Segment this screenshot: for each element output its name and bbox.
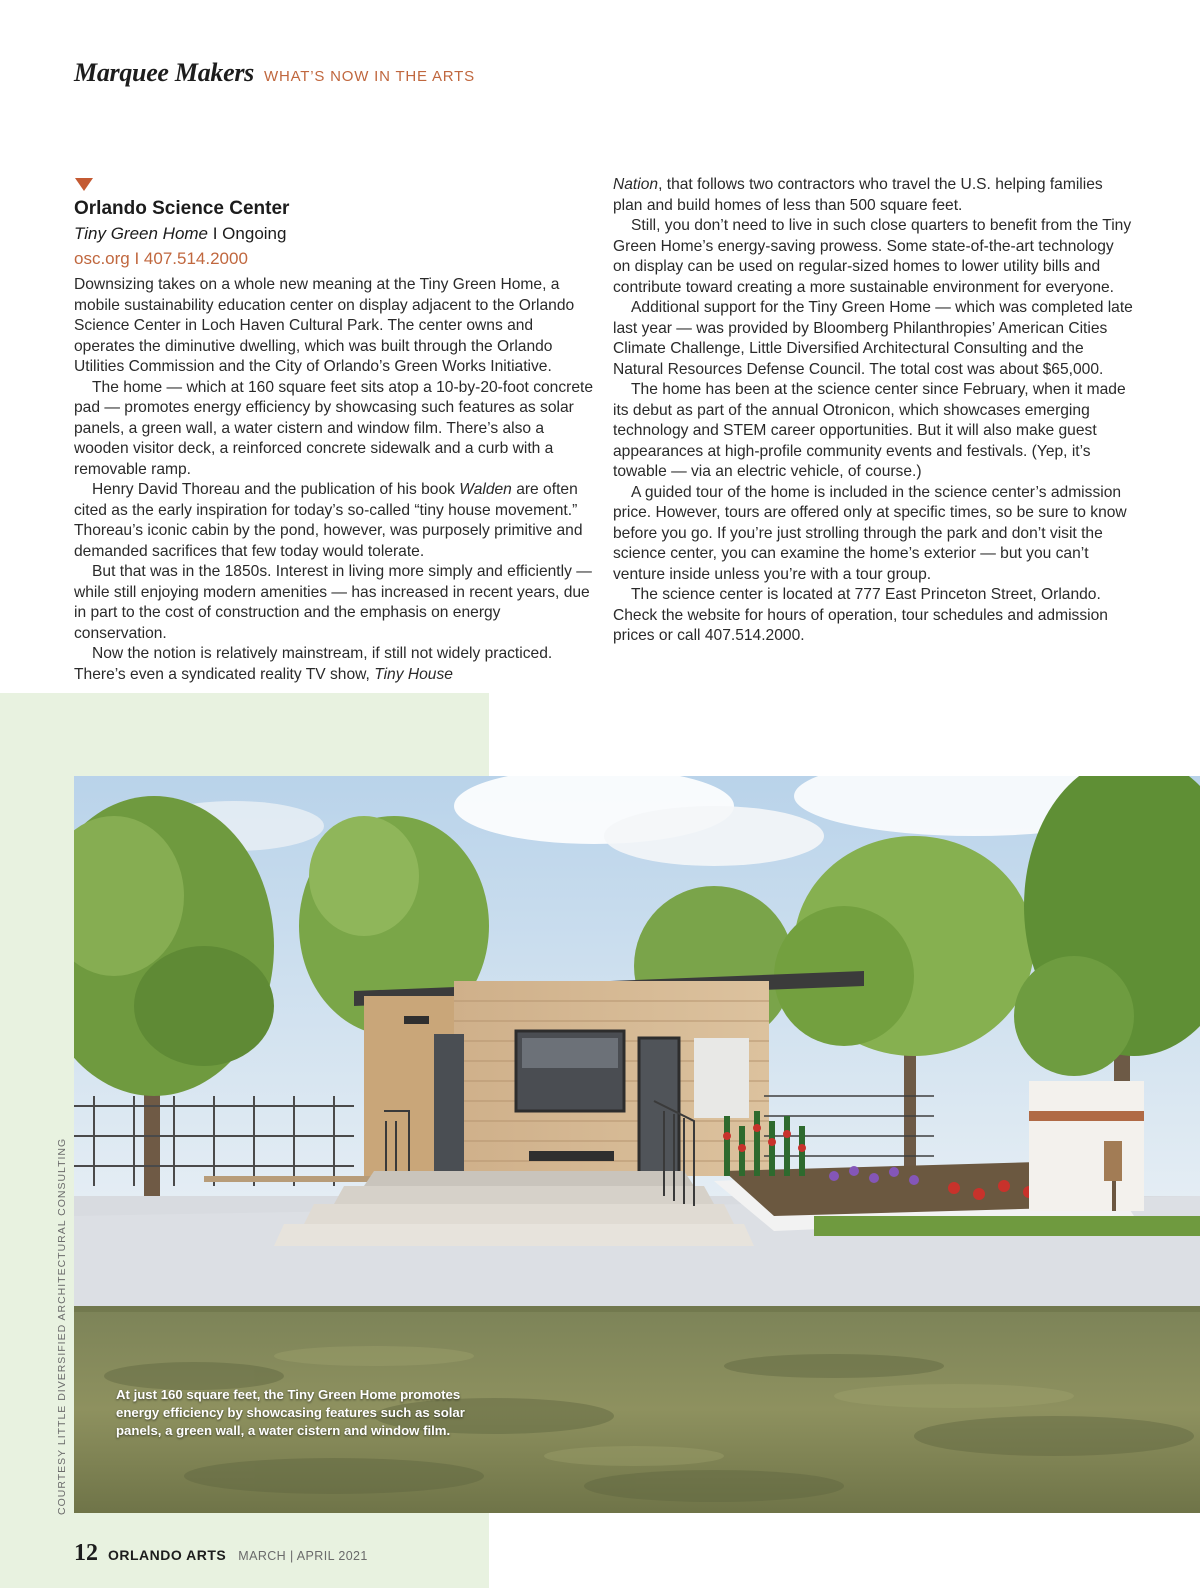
paragraph-6: Nation, that follows two contractors who travel the U.S. helping families plan and build homes of less than 500 square feet. (613, 176, 1103, 214)
article-column-right (613, 175, 1133, 647)
paragraph-11: The science center is located at 777 East Princeton Street, Orlando. Check the website for hours of operation, tour schedules and admission prices or call 407.514.2000. (613, 586, 1108, 644)
paragraph-10: A guided tour of the home is included in the science center’s admission price. However, tours are offered only at specific times, so be sure to know before you go. If you’re just strolling through the park and don’t visit the science center, you can examine the home’s exterior — but you can’t venture inside unless you’re with a tour group. (613, 483, 1127, 583)
paragraph-4: But that was in the 1850s. Interest in living more simply and efficiently — while still enjoying modern amenities — has increased in recent years, due in part to the cost of construction and the emphasis on energy conservation. (74, 563, 592, 642)
venue-name: Orlando Science Center (74, 198, 290, 219)
magazine-name: ORLANDO ARTS (108, 1547, 227, 1563)
contact-info: osc.org I 407.514.2000 (74, 249, 248, 268)
section-label: WHAT’S NOW IN THE ARTS (263, 68, 475, 85)
page-footer (74, 1540, 368, 1567)
page-number: 12 (74, 1540, 98, 1566)
triangle-marker-icon (75, 178, 93, 191)
photo-caption: At just 160 square feet, the Tiny Green Home promotes energy efficiency by showcasing features such as solar panels, a green wall, a water cistern and window film. (116, 1387, 465, 1438)
photo-credit: COURTESY LITTLE DIVERSIFIED ARCHITECTURAL CONSULTING (56, 1137, 68, 1515)
paragraph-2: The home — which at 160 square feet sits atop a 10-by-20-foot concrete pad — promotes energy efficiency by showcasing such features as solar panels, a green wall, a water cistern and window film. There’s also a wooden visitor deck, a reinforced concrete sidewalk and a curb with a removable ramp. (74, 378, 594, 478)
show-title: Tiny Green Home (74, 224, 209, 243)
page-header (74, 58, 475, 88)
tv-show-title-part1: Tiny House (374, 665, 453, 683)
book-title: Walden (459, 481, 512, 498)
tiny-green-home-rendering (74, 776, 1200, 1513)
paragraph-8: Additional support for the Tiny Green Home — which was completed late last year — was provided by Bloomberg Philanthropies’ American Cities Climate Challenge, Little Diversified Architectural Consulting and the Natural Resources Defense Council. The total cost was about $65,000. (613, 299, 1133, 378)
tv-show-title-part2: Nation (613, 176, 659, 193)
article-column-left (74, 196, 594, 685)
paragraph-5: Now the notion is relatively mainstream, if still not widely practiced. There’s even a syndicated reality TV show, Tiny House (74, 645, 553, 683)
paragraph-3: Henry David Thoreau and the publication of his book Walden are often cited as the early inspiration for today’s so-called “tiny house movement.” Thoreau’s iconic cabin by the pond, however, was purposely primitive and demanded sacrifices that few today would tolerate. (74, 481, 583, 560)
column-brand: Marquee Makers (74, 58, 254, 87)
issue-date: MARCH | APRIL 2021 (238, 1549, 368, 1563)
show-run: I Ongoing (208, 224, 287, 243)
paragraph-1: Downsizing takes on a whole new meaning at the Tiny Green Home, a mobile sustainability education center on display adjacent to the Orlando Science Center in Loch Haven Cultural Park. The center owns and operates the diminutive dwelling, which was built through the Orlando Utilities Commission and the City of Orlando’s Green Works Initiative. (74, 276, 575, 375)
paragraph-9: The home has been at the science center since February, when it made its debut as part of the annual Otronicon, which showcases emerging technology and STEM career opportunities. But it will also make guest appearances at high-profile community events and festivals. (Yep, it’s towable — via an electric vehicle, of course.) (613, 381, 1126, 480)
show-line (74, 222, 594, 246)
paragraph-7: Still, you don’t need to live in such close quarters to benefit from the Tiny Green Home’s energy-saving prowess. Some state-of-the-art technology on display can be used on regular-sized homes to lower utility bills and contribute toward creating a more sustainable environment for everyone. (613, 217, 1132, 296)
